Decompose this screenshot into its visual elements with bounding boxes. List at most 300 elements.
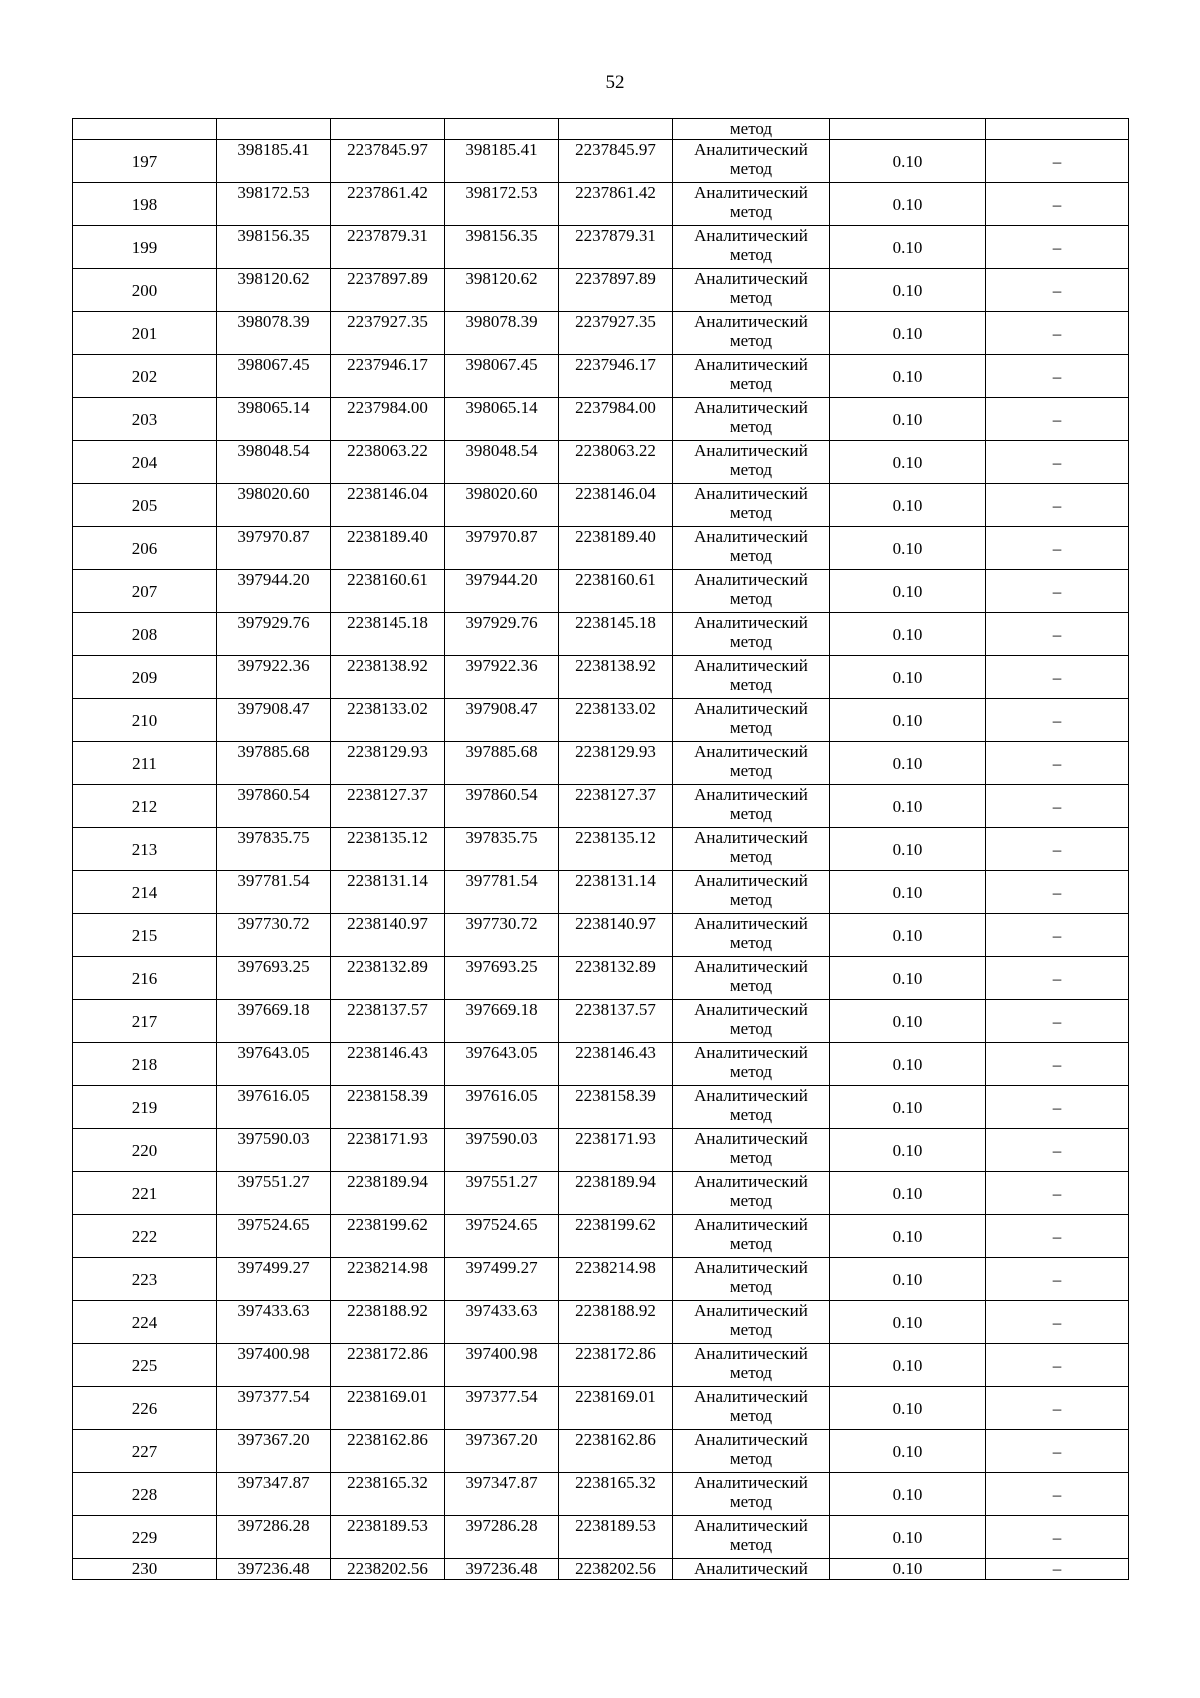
cell-note: – <box>986 957 1129 1000</box>
cell-x2: 398185.41 <box>445 140 559 183</box>
cell-method <box>673 1301 830 1344</box>
table-row <box>73 1559 1129 1580</box>
cell-x1: 397524.65 <box>217 1215 331 1258</box>
cell-y1: 2238162.86 <box>331 1430 445 1473</box>
cell-num: 217 <box>73 1000 217 1043</box>
method-line: Аналитический <box>694 1473 808 1492</box>
cell-y2: 2238202.56 <box>559 1559 673 1580</box>
cell-y1: 2238138.92 <box>331 656 445 699</box>
cell-x1: 397499.27 <box>217 1258 331 1301</box>
cell-x1: 398065.14 <box>217 398 331 441</box>
cell-y1: 2238171.93 <box>331 1129 445 1172</box>
table-row <box>73 527 1129 570</box>
cell-y2: 2238158.39 <box>559 1086 673 1129</box>
cell-x1: 398020.60 <box>217 484 331 527</box>
cell-method <box>673 1516 830 1559</box>
cell-note: – <box>986 828 1129 871</box>
cell-y2: 2238169.01 <box>559 1387 673 1430</box>
cell-x2: 398120.62 <box>445 269 559 312</box>
cell-y2: 2237897.89 <box>559 269 673 312</box>
cell-accuracy: 0.10 <box>830 1344 986 1387</box>
cell-y1 <box>331 119 445 140</box>
cell-num: 229 <box>73 1516 217 1559</box>
method-line: метод <box>729 1363 773 1382</box>
cell-y2: 2238162.86 <box>559 1430 673 1473</box>
table-row <box>73 398 1129 441</box>
cell-y1: 2238199.62 <box>331 1215 445 1258</box>
method-line: метод <box>729 761 773 780</box>
cell-num: 215 <box>73 914 217 957</box>
cell-x2: 397922.36 <box>445 656 559 699</box>
cell-num: 205 <box>73 484 217 527</box>
cell-accuracy: 0.10 <box>830 957 986 1000</box>
cell-x1: 398172.53 <box>217 183 331 226</box>
cell-x1: 397908.47 <box>217 699 331 742</box>
cell-x2: 397908.47 <box>445 699 559 742</box>
cell-method <box>673 828 830 871</box>
method-line: метод <box>729 417 773 436</box>
cell-method <box>673 871 830 914</box>
method-line: метод <box>729 460 773 479</box>
cell-num: 210 <box>73 699 217 742</box>
cell-accuracy: 0.10 <box>830 441 986 484</box>
cell-x1: 397922.36 <box>217 656 331 699</box>
cell-note: – <box>986 1473 1129 1516</box>
cell-method <box>673 613 830 656</box>
method-line: Аналитический <box>694 441 808 460</box>
cell-num: 222 <box>73 1215 217 1258</box>
method-line: Аналитический <box>694 226 808 245</box>
cell-note: – <box>986 441 1129 484</box>
cell-y2: 2238138.92 <box>559 656 673 699</box>
cell-x1: 397551.27 <box>217 1172 331 1215</box>
cell-y2: 2238140.97 <box>559 914 673 957</box>
cell-y2: 2238165.32 <box>559 1473 673 1516</box>
cell-y2: 2237861.42 <box>559 183 673 226</box>
method-line: метод <box>729 675 773 694</box>
cell-x2: 397524.65 <box>445 1215 559 1258</box>
cell-num: 216 <box>73 957 217 1000</box>
cell-x1 <box>217 119 331 140</box>
method-line: метод <box>729 288 773 307</box>
cell-num: 226 <box>73 1387 217 1430</box>
method-line: метод <box>729 804 773 823</box>
cell-y2: 2238135.12 <box>559 828 673 871</box>
method-line: метод <box>729 1019 773 1038</box>
method-line: Аналитический <box>694 1172 808 1191</box>
method-line: метод <box>729 1449 773 1468</box>
cell-x1: 397590.03 <box>217 1129 331 1172</box>
cell-method <box>673 1258 830 1301</box>
cell-note: – <box>986 785 1129 828</box>
cell-x2: 397367.20 <box>445 1430 559 1473</box>
cell-x1: 397885.68 <box>217 742 331 785</box>
cell-x1: 397970.87 <box>217 527 331 570</box>
cell-y2: 2238145.18 <box>559 613 673 656</box>
cell-note: – <box>986 1258 1129 1301</box>
cell-method <box>673 226 830 269</box>
table-row <box>73 1301 1129 1344</box>
cell-y1: 2237946.17 <box>331 355 445 398</box>
cell-y2: 2238131.14 <box>559 871 673 914</box>
cell-x2: 398067.45 <box>445 355 559 398</box>
cell-y1: 2238135.12 <box>331 828 445 871</box>
cell-y2: 2238146.04 <box>559 484 673 527</box>
table-row <box>73 140 1129 183</box>
cell-y1: 2238140.97 <box>331 914 445 957</box>
cell-x1: 397643.05 <box>217 1043 331 1086</box>
cell-x2: 397433.63 <box>445 1301 559 1344</box>
cell-x1: 397929.76 <box>217 613 331 656</box>
cell-y2: 2238127.37 <box>559 785 673 828</box>
cell-x2: 398065.14 <box>445 398 559 441</box>
cell-num: 223 <box>73 1258 217 1301</box>
table-row <box>73 1344 1129 1387</box>
table-row <box>73 226 1129 269</box>
cell-accuracy: 0.10 <box>830 1172 986 1215</box>
cell-x2 <box>445 119 559 140</box>
table-row <box>73 1387 1129 1430</box>
cell-note: – <box>986 570 1129 613</box>
cell-y1: 2238063.22 <box>331 441 445 484</box>
cell-x1: 398078.39 <box>217 312 331 355</box>
cell-accuracy: 0.10 <box>830 656 986 699</box>
cell-x2: 397616.05 <box>445 1086 559 1129</box>
cell-y2: 2238171.93 <box>559 1129 673 1172</box>
cell-note: – <box>986 613 1129 656</box>
table-row <box>73 312 1129 355</box>
cell-num: 198 <box>73 183 217 226</box>
method-line: Аналитический <box>694 871 808 890</box>
method-line: метод <box>729 718 773 737</box>
method-line: Аналитический <box>694 914 808 933</box>
table-row <box>73 613 1129 656</box>
method-line: метод <box>729 1234 773 1253</box>
table-row <box>73 699 1129 742</box>
cell-accuracy: 0.10 <box>830 1129 986 1172</box>
table-row <box>73 1086 1129 1129</box>
method-line: Аналитический <box>694 1258 808 1277</box>
cell-accuracy: 0.10 <box>830 1000 986 1043</box>
table-row <box>73 441 1129 484</box>
cell-accuracy: 0.10 <box>830 1430 986 1473</box>
cell-x1: 397347.87 <box>217 1473 331 1516</box>
method-line: Аналитический <box>694 1043 808 1062</box>
cell-y1: 2237845.97 <box>331 140 445 183</box>
cell-x1: 397669.18 <box>217 1000 331 1043</box>
method-line: метод <box>729 374 773 393</box>
cell-y1: 2238189.94 <box>331 1172 445 1215</box>
method-line: Аналитический <box>694 312 808 331</box>
cell-accuracy: 0.10 <box>830 1559 986 1580</box>
cell-y1: 2237861.42 <box>331 183 445 226</box>
cell-accuracy: 0.10 <box>830 140 986 183</box>
cell-accuracy: 0.10 <box>830 312 986 355</box>
cell-method <box>673 1043 830 1086</box>
cell-method <box>673 312 830 355</box>
method-line: Аналитический <box>694 570 808 589</box>
cell-x2: 397730.72 <box>445 914 559 957</box>
cell-accuracy: 0.10 <box>830 355 986 398</box>
cell-num: 213 <box>73 828 217 871</box>
cell-x2: 397347.87 <box>445 1473 559 1516</box>
cell-x1: 397835.75 <box>217 828 331 871</box>
cell-x2: 398172.53 <box>445 183 559 226</box>
cell-accuracy: 0.10 <box>830 871 986 914</box>
cell-accuracy <box>830 119 986 140</box>
cell-y1: 2238133.02 <box>331 699 445 742</box>
method-line: Аналитический <box>694 1387 808 1406</box>
cell-y2: 2238189.94 <box>559 1172 673 1215</box>
cell-x2: 397885.68 <box>445 742 559 785</box>
cell-note: – <box>986 1430 1129 1473</box>
cell-x2: 397286.28 <box>445 1516 559 1559</box>
cell-num: 221 <box>73 1172 217 1215</box>
method-line: метод <box>729 202 773 221</box>
cell-num: 219 <box>73 1086 217 1129</box>
cell-method <box>673 957 830 1000</box>
cell-note: – <box>986 140 1129 183</box>
cell-note: – <box>986 226 1129 269</box>
cell-accuracy: 0.10 <box>830 1516 986 1559</box>
cell-note: – <box>986 699 1129 742</box>
cell-y1: 2238202.56 <box>331 1559 445 1580</box>
cell-y2: 2238129.93 <box>559 742 673 785</box>
cell-accuracy: 0.10 <box>830 398 986 441</box>
cell-method: метод <box>673 119 830 140</box>
method-line: Аналитический <box>694 656 808 675</box>
cell-accuracy: 0.10 <box>830 269 986 312</box>
cell-method <box>673 140 830 183</box>
cell-method <box>673 355 830 398</box>
cell-y2: 2238063.22 <box>559 441 673 484</box>
method-line: Аналитический <box>694 1430 808 1449</box>
cell-y2: 2238188.92 <box>559 1301 673 1344</box>
cell-num: 202 <box>73 355 217 398</box>
cell-method <box>673 1000 830 1043</box>
cell-y1: 2237927.35 <box>331 312 445 355</box>
cell-method <box>673 1430 830 1473</box>
cell-method <box>673 1344 830 1387</box>
cell-num <box>73 119 217 140</box>
cell-note: – <box>986 1301 1129 1344</box>
cell-y2: 2238132.89 <box>559 957 673 1000</box>
cell-accuracy: 0.10 <box>830 828 986 871</box>
cell-x1: 397693.25 <box>217 957 331 1000</box>
cell-method: Аналитический <box>673 1559 830 1580</box>
cell-method <box>673 785 830 828</box>
cell-x1: 397367.20 <box>217 1430 331 1473</box>
method-line: метод <box>729 1492 773 1511</box>
table-row <box>73 1172 1129 1215</box>
cell-y2: 2237927.35 <box>559 312 673 355</box>
table-row <box>73 1043 1129 1086</box>
method-line: Аналитический <box>694 1516 808 1535</box>
page-number: 52 <box>605 72 625 93</box>
cell-x1: 397433.63 <box>217 1301 331 1344</box>
method-line: метод <box>729 159 773 178</box>
table-row <box>73 570 1129 613</box>
table-row <box>73 1129 1129 1172</box>
method-line: Аналитический <box>694 140 808 159</box>
cell-accuracy: 0.10 <box>830 699 986 742</box>
cell-note: – <box>986 1129 1129 1172</box>
cell-note: – <box>986 1516 1129 1559</box>
cell-accuracy: 0.10 <box>830 1301 986 1344</box>
cell-x1: 397400.98 <box>217 1344 331 1387</box>
cell-num: 225 <box>73 1344 217 1387</box>
method-line: метод <box>729 1148 773 1167</box>
cell-x1: 398156.35 <box>217 226 331 269</box>
method-line: Аналитический <box>694 1301 808 1320</box>
cell-method <box>673 183 830 226</box>
cell-y2: 2237946.17 <box>559 355 673 398</box>
cell-x2: 398020.60 <box>445 484 559 527</box>
cell-y1: 2238214.98 <box>331 1258 445 1301</box>
table-body <box>73 119 1129 1580</box>
cell-y2: 2237879.31 <box>559 226 673 269</box>
cell-accuracy: 0.10 <box>830 183 986 226</box>
cell-y2: 2238137.57 <box>559 1000 673 1043</box>
cell-method <box>673 742 830 785</box>
cell-y1: 2237984.00 <box>331 398 445 441</box>
cell-note: – <box>986 871 1129 914</box>
cell-note: – <box>986 484 1129 527</box>
cell-y1: 2238146.04 <box>331 484 445 527</box>
cell-note: – <box>986 1344 1129 1387</box>
method-line: Аналитический <box>694 484 808 503</box>
cell-accuracy: 0.10 <box>830 1473 986 1516</box>
cell-x2: 398048.54 <box>445 441 559 484</box>
cell-method <box>673 1387 830 1430</box>
cell-method <box>673 570 830 613</box>
cell-x1: 398067.45 <box>217 355 331 398</box>
cell-x2: 397400.98 <box>445 1344 559 1387</box>
cell-y2: 2237845.97 <box>559 140 673 183</box>
cell-y1: 2238131.14 <box>331 871 445 914</box>
table-row <box>73 1473 1129 1516</box>
cell-num: 197 <box>73 140 217 183</box>
cell-num: 204 <box>73 441 217 484</box>
cell-y1: 2238189.53 <box>331 1516 445 1559</box>
method-line: Аналитический <box>694 785 808 804</box>
cell-y2: 2238172.86 <box>559 1344 673 1387</box>
cell-y1: 2238127.37 <box>331 785 445 828</box>
cell-method <box>673 527 830 570</box>
cell-y2: 2238146.43 <box>559 1043 673 1086</box>
table-row <box>73 914 1129 957</box>
cell-method <box>673 1172 830 1215</box>
table-row <box>73 957 1129 1000</box>
cell-x2: 397590.03 <box>445 1129 559 1172</box>
cell-num: 199 <box>73 226 217 269</box>
cell-accuracy: 0.10 <box>830 570 986 613</box>
cell-y2: 2238133.02 <box>559 699 673 742</box>
cell-x2: 397236.48 <box>445 1559 559 1580</box>
method-line: Аналитический <box>694 398 808 417</box>
cell-x2: 398078.39 <box>445 312 559 355</box>
cell-x2: 397643.05 <box>445 1043 559 1086</box>
cell-note: – <box>986 398 1129 441</box>
cell-note: – <box>986 656 1129 699</box>
cell-accuracy: 0.10 <box>830 613 986 656</box>
cell-y1: 2238188.92 <box>331 1301 445 1344</box>
cell-x1: 397286.28 <box>217 1516 331 1559</box>
method-line: метод <box>729 1191 773 1210</box>
cell-note: – <box>986 1387 1129 1430</box>
table-row <box>73 1000 1129 1043</box>
cell-note: – <box>986 1000 1129 1043</box>
cell-y1: 2238172.86 <box>331 1344 445 1387</box>
method-line: Аналитический <box>694 1344 808 1363</box>
cell-y1: 2237897.89 <box>331 269 445 312</box>
cell-x2: 397860.54 <box>445 785 559 828</box>
method-line: Аналитический <box>694 828 808 847</box>
cell-x1: 397377.54 <box>217 1387 331 1430</box>
cell-y2: 2238189.40 <box>559 527 673 570</box>
method-line: метод <box>729 546 773 565</box>
cell-note <box>986 119 1129 140</box>
table-row <box>73 1430 1129 1473</box>
cell-method <box>673 656 830 699</box>
cell-note: – <box>986 183 1129 226</box>
cell-note: – <box>986 1215 1129 1258</box>
method-line: метод <box>729 1105 773 1124</box>
cell-method <box>673 484 830 527</box>
table-row <box>73 484 1129 527</box>
cell-accuracy: 0.10 <box>830 742 986 785</box>
cell-num: 201 <box>73 312 217 355</box>
cell-y2: 2238189.53 <box>559 1516 673 1559</box>
cell-x2: 397970.87 <box>445 527 559 570</box>
cell-x2: 397551.27 <box>445 1172 559 1215</box>
cell-num: 211 <box>73 742 217 785</box>
method-line: Аналитический <box>694 355 808 374</box>
cell-x2: 397499.27 <box>445 1258 559 1301</box>
cell-y1: 2238169.01 <box>331 1387 445 1430</box>
method-line: метод <box>729 1406 773 1425</box>
cell-x1: 397860.54 <box>217 785 331 828</box>
cell-accuracy: 0.10 <box>830 914 986 957</box>
cell-num: 230 <box>73 1559 217 1580</box>
cell-y2: 2238160.61 <box>559 570 673 613</box>
cell-accuracy: 0.10 <box>830 484 986 527</box>
cell-accuracy: 0.10 <box>830 226 986 269</box>
cell-accuracy: 0.10 <box>830 785 986 828</box>
cell-note: – <box>986 742 1129 785</box>
cell-method <box>673 398 830 441</box>
cell-y2: 2238214.98 <box>559 1258 673 1301</box>
method-line: метод <box>729 933 773 952</box>
cell-note: – <box>986 355 1129 398</box>
cell-note: – <box>986 1559 1129 1580</box>
cell-method <box>673 1129 830 1172</box>
method-line: метод <box>729 245 773 264</box>
cell-method <box>673 1086 830 1129</box>
cell-num: 200 <box>73 269 217 312</box>
cell-accuracy: 0.10 <box>830 1387 986 1430</box>
method-line: Аналитический <box>694 1215 808 1234</box>
cell-y1: 2238189.40 <box>331 527 445 570</box>
cell-y1: 2238145.18 <box>331 613 445 656</box>
cell-x2: 397944.20 <box>445 570 559 613</box>
table-row <box>73 183 1129 226</box>
method-line: метод <box>729 1062 773 1081</box>
method-line: Аналитический <box>694 1000 808 1019</box>
cell-y1: 2238129.93 <box>331 742 445 785</box>
cell-method <box>673 269 830 312</box>
method-line: Аналитический <box>694 183 808 202</box>
